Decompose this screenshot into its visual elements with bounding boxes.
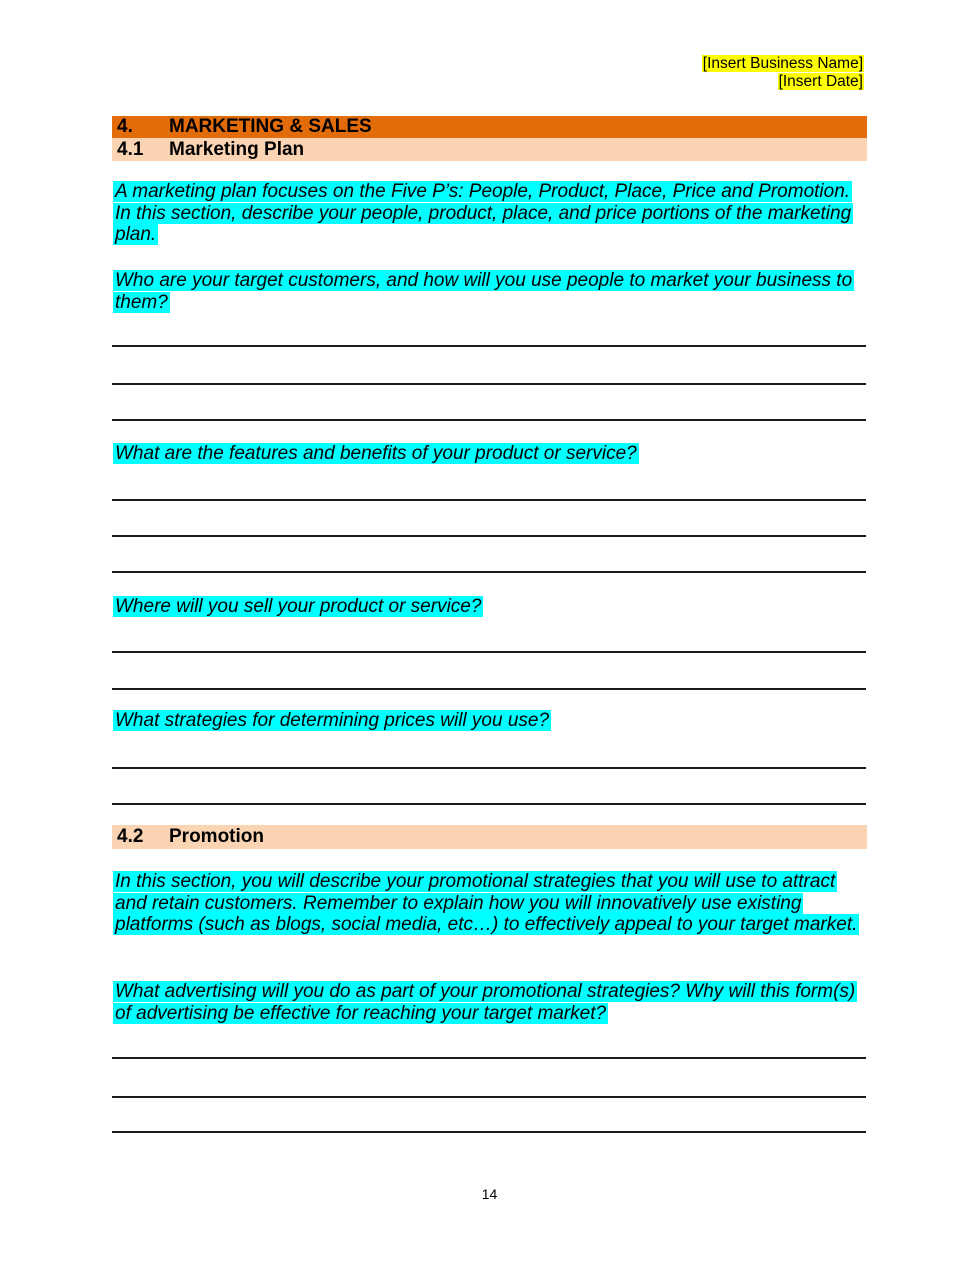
answer-line[interactable] <box>112 571 866 573</box>
question-product <box>113 443 863 465</box>
subsection-4-2-header-bar <box>112 825 867 849</box>
answer-line[interactable] <box>112 767 866 769</box>
answer-line[interactable] <box>112 803 866 805</box>
section-4-header-bar <box>112 116 867 138</box>
answer-line[interactable] <box>112 345 866 347</box>
business-name-placeholder[interactable]: [Insert Business Name] <box>702 55 863 72</box>
promotion-intro-text: In this section, you will describe your promotional strategies that you will use to attract and retain customers. Remember to explain how you will innovatively use existing platforms (such as blogs, social media, etc…) to effectively appeal to your target market. <box>115 871 858 935</box>
question-place <box>113 596 863 618</box>
answer-line[interactable] <box>112 419 866 421</box>
answer-line[interactable] <box>112 1131 866 1133</box>
question-place-text: Where will you sell your product or service? <box>115 596 482 617</box>
subsection-4-1-number: 4.1 <box>117 138 144 160</box>
answer-line[interactable] <box>112 688 866 690</box>
question-people-text: Who are your target customers, and how will you use people to market your business to them? <box>115 270 853 313</box>
section-4-number: 4. <box>117 116 133 137</box>
subsection-4-2-title: Promotion <box>169 826 264 847</box>
question-price-text: What strategies for determining prices will you use? <box>115 710 550 731</box>
answer-line[interactable] <box>112 1057 866 1059</box>
marketing-plan-intro-text: A marketing plan focuses on the Five P’s: People, Product, Place, Price and Promotion. In this section, describe your people, product, place, and price portions of the marketing plan. <box>115 181 852 245</box>
question-advertising-text: What advertising will you do as part of your promotional strategies? Why will this form(s) of advertising be effective for reaching your target market? <box>115 981 856 1024</box>
answer-line[interactable] <box>112 651 866 653</box>
answer-line[interactable] <box>112 1096 866 1098</box>
promotion-intro <box>113 871 863 936</box>
subsection-4-1-title: Marketing Plan <box>169 138 305 160</box>
date-placeholder[interactable]: [Insert Date] <box>778 72 863 90</box>
answer-line[interactable] <box>112 383 866 385</box>
answer-line[interactable] <box>112 499 866 501</box>
page-number: 14 <box>481 1186 498 1202</box>
date-line <box>702 73 864 91</box>
question-people <box>113 270 863 313</box>
marketing-plan-intro <box>113 181 863 246</box>
doc-header <box>702 55 864 90</box>
answer-line[interactable] <box>112 535 866 537</box>
subsection-4-2-number: 4.2 <box>117 826 144 847</box>
section-4-title: MARKETING & SALES <box>169 116 372 137</box>
question-price <box>113 710 863 732</box>
subsection-4-1-header-bar <box>112 138 867 161</box>
business-name-line <box>702 55 864 73</box>
question-advertising <box>113 981 863 1024</box>
question-product-text: What are the features and benefits of your product or service? <box>115 443 637 464</box>
